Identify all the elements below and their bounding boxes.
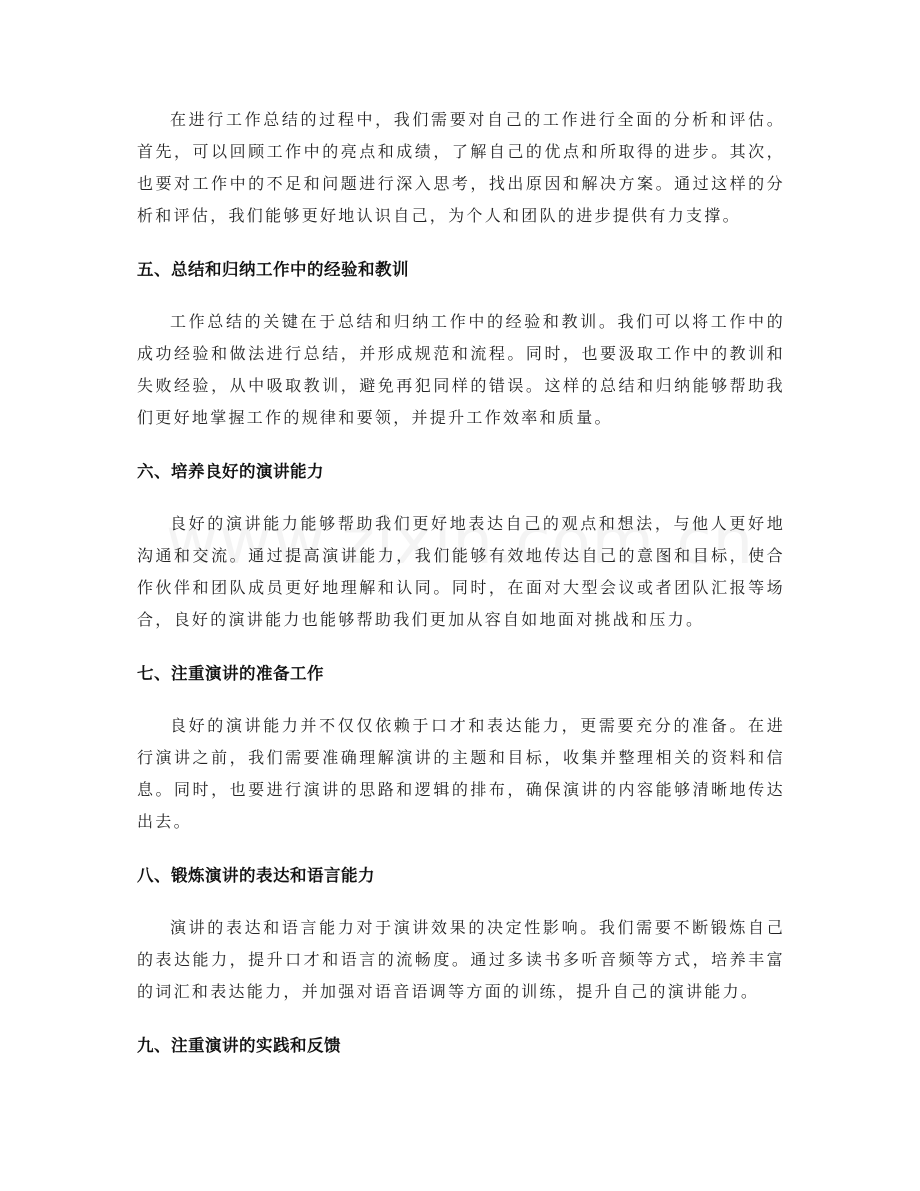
section-heading-6: 六、培养良好的演讲能力 (137, 462, 324, 481)
document-body (137, 104, 785, 1062)
paragraph-section-7: 良好的演讲能力并不仅仅依赖于口才和表达能力，更需要充分的准备。在进行演讲之前，我们需要准确理解演讲的主题和目标，收集并整理相关的资料和信息。同时，也要进行演讲的思路和逻辑的排布，确保演讲的内容能够清晰地传达出去。 (137, 716, 785, 831)
paragraph-section-8: 演讲的表达和语言能力对于演讲效果的决定性影响。我们需要不断锻炼自己的表达能力，提升口才和语言的流畅度。通过多读书多听音频等方式，培养丰富的词汇和表达能力，并加强对语音语调等方面的训练，提升自己的演讲能力。 (137, 918, 785, 1001)
section-heading-9: 九、注重演讲的实践和反馈 (137, 1036, 341, 1055)
section-heading-7: 七、注重演讲的准备工作 (137, 664, 324, 683)
paragraph-intro: 在进行工作总结的过程中，我们需要对自己的工作进行全面的分析和评估。首先，可以回顾工作中的亮点和成绩，了解自己的优点和所取得的进步。其次，也要对工作中的不足和问题进行深入思考，找出原因和解决方案。通过这样的分析和评估，我们能够更好地认识自己，为个人和团队的进步提供有力支撑。 (137, 110, 785, 225)
section-heading-8: 八、锻炼演讲的表达和语言能力 (137, 866, 375, 885)
paragraph-section-6: 良好的演讲能力能够帮助我们更好地表达自己的观点和想法，与他人更好地沟通和交流。通过提高演讲能力，我们能够有效地传达自己的意图和目标，使合作伙伴和团队成员更好地理解和认同。同时，在面对大型会议或者团队汇报等场合，良好的演讲能力也能够帮助我们更加从容自如地面对挑战和压力。 (137, 514, 785, 629)
section-heading-5: 五、总结和归纳工作中的经验和教训 (137, 260, 409, 279)
paragraph-section-5: 工作总结的关键在于总结和归纳工作中的经验和教训。我们可以将工作中的成功经验和做法进行总结，并形成规范和流程。同时，也要汲取工作中的教训和失败经验，从中吸取教训，避免再犯同样的错误。这样的总结和归纳能够帮助我们更好地掌握工作的规律和要领，并提升工作效率和质量。 (137, 312, 785, 427)
